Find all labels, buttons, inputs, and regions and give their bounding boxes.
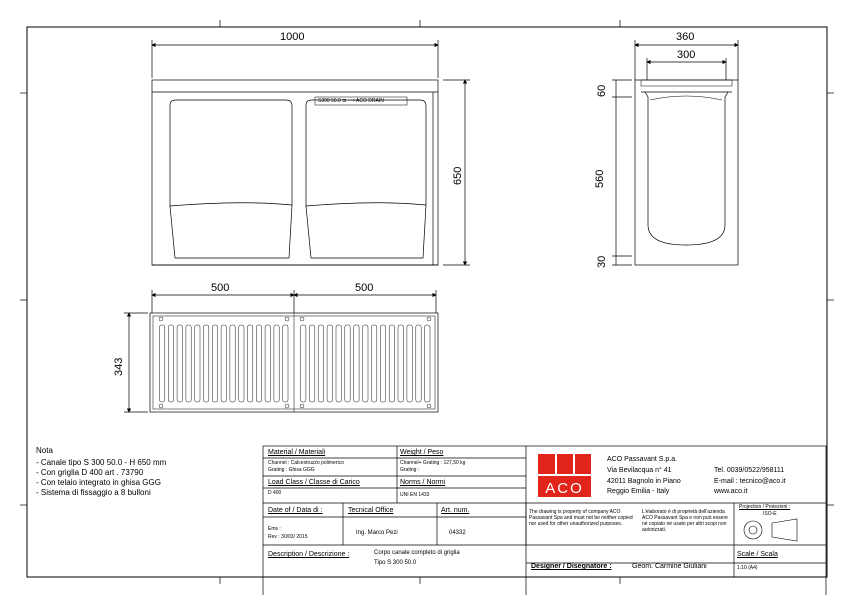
front-label: S300 50.0 ⊐ ⟶ ACO DRAIN xyxy=(318,98,384,104)
load-label: Load Class / Classe di Carico xyxy=(268,479,360,486)
dim-front-length: 1000 xyxy=(280,31,305,43)
note-item: - Con griglia D 400 art . 73790 xyxy=(36,468,144,477)
grating-slot xyxy=(327,325,332,402)
material-channel: Channel : Calcestruzzo polimerico xyxy=(268,460,344,466)
art-label: Art. num. xyxy=(441,507,470,514)
designer-label: Designer / Disegnatore : xyxy=(531,563,612,570)
norms-label: Norms / Normi xyxy=(400,479,446,486)
grating-slot xyxy=(398,325,403,402)
grating-slot xyxy=(301,325,306,402)
weight-label: Weight / Peso xyxy=(400,449,444,456)
norms-value: UNI EN 1433 xyxy=(400,492,430,498)
office-label: Tecnical Office xyxy=(348,507,394,514)
description-line1: Corpo canale completo di griglia xyxy=(374,550,460,556)
grating-slot xyxy=(160,325,165,402)
grating-slot xyxy=(212,325,217,402)
office-value: Ing. Marco Pezi xyxy=(356,530,398,536)
grating-slot xyxy=(354,325,359,402)
note-item: - Con telaio integrato in ghisa GGG xyxy=(36,478,161,487)
note-item: - Sistema di fissaggio a 8 bulloni xyxy=(36,488,151,497)
dim-plan-left: 500 xyxy=(211,282,230,294)
grating-slot xyxy=(336,325,341,402)
grating-slot xyxy=(345,325,350,402)
company-city: 42011 Bagnolo in Piano xyxy=(607,478,681,485)
company-name: ACO Passavant S.p.a. xyxy=(607,456,678,463)
grating-slot xyxy=(204,325,209,402)
grating-slot xyxy=(195,325,200,402)
grating-slot xyxy=(309,325,314,402)
bolt-hole xyxy=(427,317,431,321)
grating-slot xyxy=(168,325,173,402)
grating-slot xyxy=(363,325,368,402)
dim-section-inner: 300 xyxy=(677,49,696,61)
company-street: Via Bevilacqua n° 41 xyxy=(607,467,672,474)
grating-slot xyxy=(239,325,244,402)
bolt-hole xyxy=(427,404,431,408)
company-email: E-mail : tecnico@aco.it xyxy=(714,478,786,485)
bolt-hole xyxy=(159,317,163,321)
grating-slot xyxy=(221,325,226,402)
notes-title: Nota xyxy=(36,446,53,455)
designer-value: Geom. Carmine Giuliani xyxy=(632,563,707,570)
grating-slot xyxy=(177,325,182,402)
projection-value: ISO-E xyxy=(763,511,777,517)
grating-slot xyxy=(186,325,191,402)
scale-label: Scale / Scala xyxy=(737,551,778,558)
grating-slot xyxy=(318,325,323,402)
bolt-hole xyxy=(285,317,289,321)
grating-slot xyxy=(274,325,279,402)
material-label: Material / Materiali xyxy=(268,449,326,456)
plan-view xyxy=(124,290,438,412)
company-region: Reggio Emilia - Italy xyxy=(607,488,670,495)
aco-logo-text: ACO xyxy=(545,480,584,497)
material-grating: Grating : Ghisa GGG xyxy=(268,467,315,473)
description-line2: Tipo S 300 50.0 xyxy=(374,560,417,566)
art-value: 04332 xyxy=(449,530,466,536)
note-item: - Canale tipo S 300 50.0 - H 650 mm xyxy=(36,458,167,467)
dim-front-height: 650 xyxy=(452,166,464,185)
front-view xyxy=(152,40,470,265)
company-web: www.aco.it xyxy=(714,488,748,495)
weight-grating: Grating : xyxy=(400,467,420,473)
grating-slot xyxy=(371,325,376,402)
projection-symbol xyxy=(744,519,797,541)
load-value: D 400 xyxy=(268,490,282,496)
bolt-hole xyxy=(159,404,163,408)
dim-section-bottom: 30 xyxy=(596,255,608,268)
dim-section-outer: 360 xyxy=(676,31,695,43)
dim-section-top: 60 xyxy=(596,84,608,97)
date-rev: Rev : 30/03/ 2015 xyxy=(268,534,308,540)
grating-slot xyxy=(265,325,270,402)
grating-slot xyxy=(416,325,421,402)
grating-slot xyxy=(389,325,394,402)
dim-plan-width: 343 xyxy=(113,357,125,376)
bolt-hole xyxy=(285,404,289,408)
aco-logo xyxy=(538,454,591,497)
company-tel: Tel. 0039/0522/958111 xyxy=(714,467,785,474)
grating-slot xyxy=(248,325,253,402)
grating-slot xyxy=(230,325,235,402)
grating-slot xyxy=(380,325,385,402)
grating-slot xyxy=(425,325,430,402)
description-label: Description / Descrizione : xyxy=(268,551,350,558)
date-ems: Ems : xyxy=(268,526,281,532)
weight-value: Channel+ Grating : 127,50 kg xyxy=(400,460,466,466)
grating-slot xyxy=(283,325,288,402)
scale-value: 1:10 (A4) xyxy=(737,565,758,571)
grating-slot xyxy=(256,325,261,402)
bolt-hole xyxy=(300,404,304,408)
dim-plan-right: 500 xyxy=(355,282,374,294)
cross-section xyxy=(612,40,738,265)
dim-section-mid: 560 xyxy=(594,169,606,188)
property-note-it: L'elaborato è di proprietà dell'azienda ACO Passavant Spa e non può essere né copiato né usato per altri scopi non autorizzati. xyxy=(642,509,728,533)
projection-label: Projection / Proiezioni : xyxy=(739,504,791,510)
date-label: Date of / Data di : xyxy=(268,507,323,514)
grating-slot xyxy=(407,325,412,402)
property-note-en: The drawing is property of company ACO Passavant Spa and must not be neither copied nor used for other unauthorized purposes. xyxy=(529,509,633,527)
bolt-hole xyxy=(300,317,304,321)
